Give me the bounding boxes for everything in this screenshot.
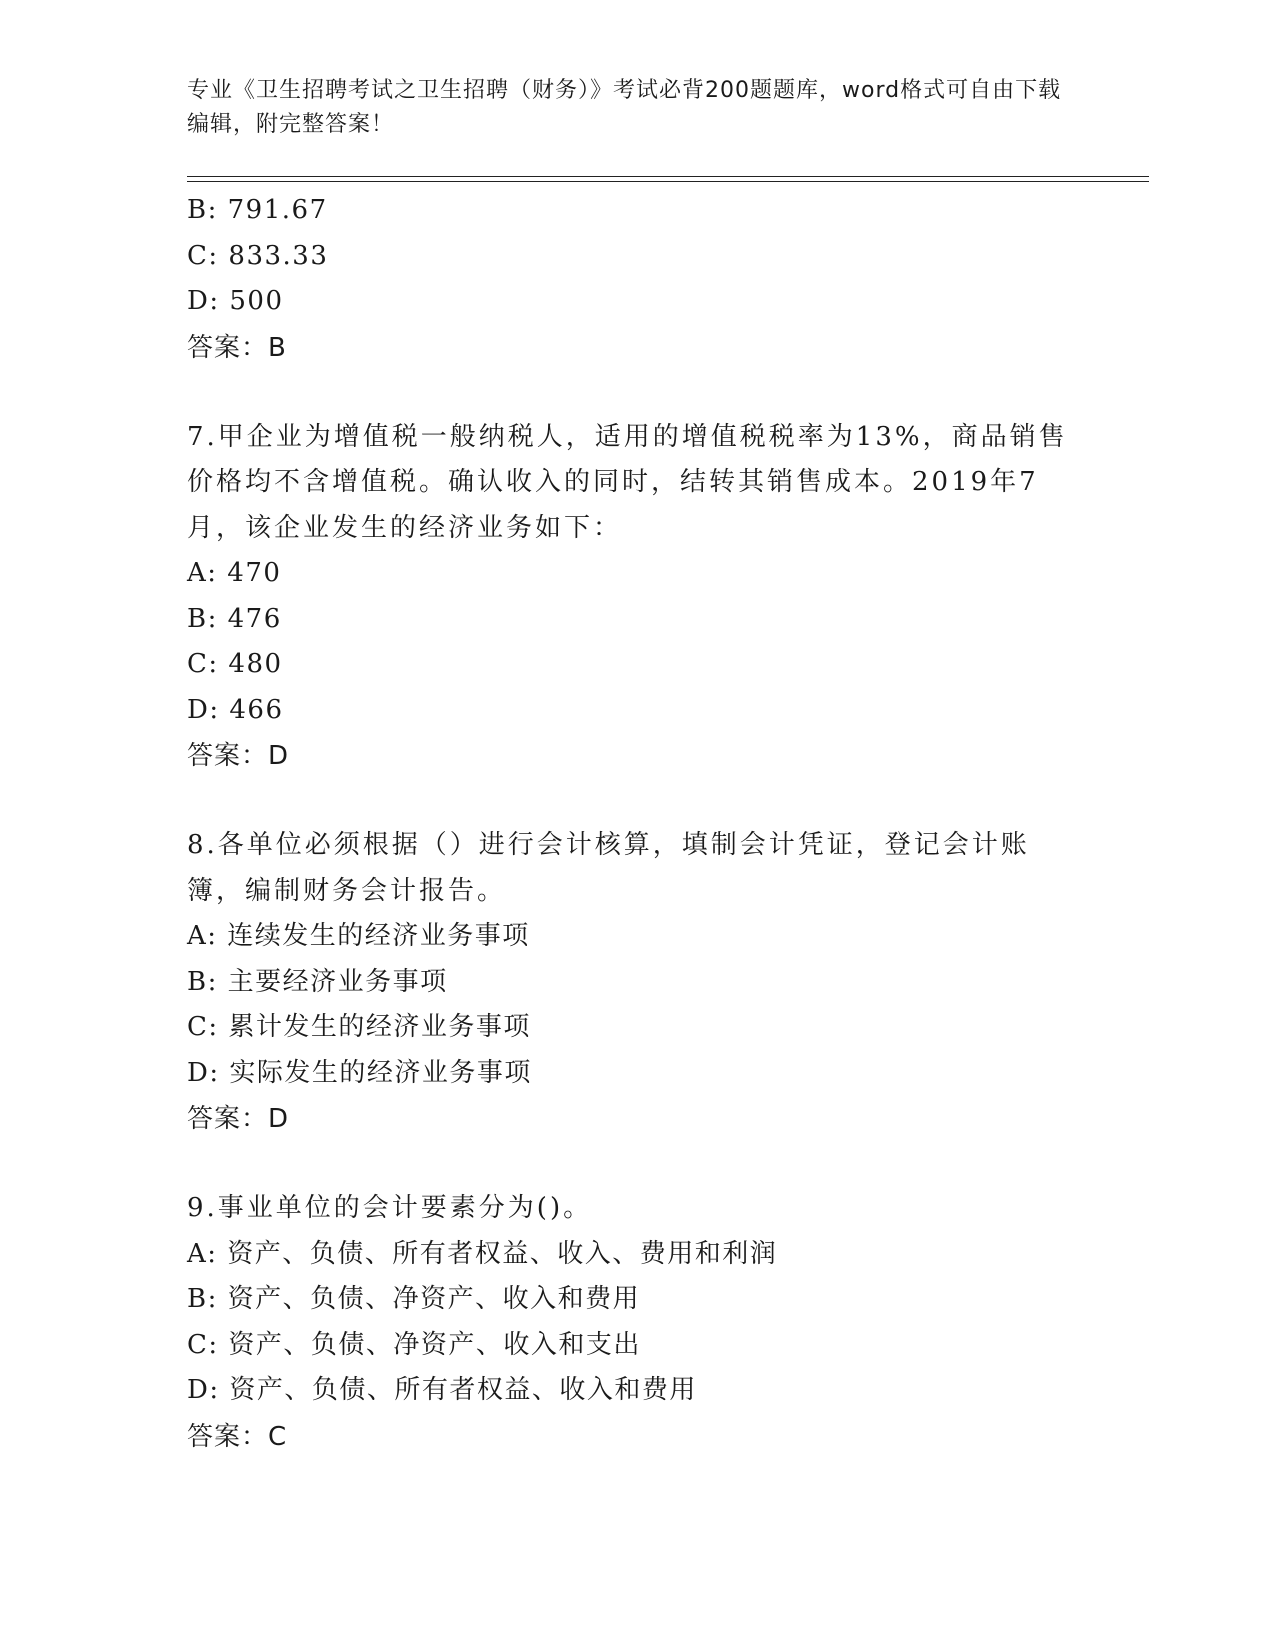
option-d: D: 实际发生的经济业务事项 bbox=[187, 1057, 532, 1088]
option-a: A: 连续发生的经济业务事项 bbox=[187, 921, 530, 951]
answer-line: 答案：D bbox=[187, 1104, 290, 1134]
option-c: C: 累计发生的经济业务事项 bbox=[187, 1012, 531, 1042]
answer-line: 答案：B bbox=[187, 332, 287, 363]
option-c: C: 480 bbox=[187, 649, 283, 679]
option-a: A: 资产、负债、所有者权益、收入、费用和利润 bbox=[187, 1238, 778, 1269]
option-d: D: 500 bbox=[187, 286, 284, 316]
header-divider-top bbox=[187, 176, 1149, 177]
question-7 bbox=[187, 415, 1087, 780]
header-divider-bottom bbox=[187, 181, 1149, 182]
question-stem: 8.各单位必须根据（）进行会计核算，填制会计凭证，登记会计账簿，编制财务会计报告。 bbox=[187, 830, 1030, 906]
option-a: A: 470 bbox=[187, 558, 282, 588]
question-stem: 9.事业单位的会计要素分为()。 bbox=[187, 1193, 593, 1223]
question-stem: 7.甲企业为增值税一般纳税人，适用的增值税税率为13%，商品销售价格均不含增值税。确认收入的同时，结转其销售成本。2019年7月，该企业发生的经济业务如下： bbox=[187, 421, 1068, 543]
answer-line: 答案：C bbox=[187, 1421, 288, 1452]
option-b: B: 资产、负债、净资产、收入和费用 bbox=[187, 1284, 641, 1314]
answer-line: 答案：D bbox=[187, 741, 290, 771]
question-6-tail bbox=[187, 188, 1087, 371]
option-b: B: 791.67 bbox=[187, 195, 328, 225]
option-b: B: 476 bbox=[187, 603, 282, 634]
option-b: B: 主要经济业务事项 bbox=[187, 966, 448, 997]
option-c: C: 833.33 bbox=[187, 240, 329, 271]
document-header: 专业《卫生招聘考试之卫生招聘（财务）》考试必背200题题库，word格式可自由下载编辑，附完整答案！ bbox=[187, 78, 1062, 137]
question-8 bbox=[187, 823, 1087, 1142]
option-d: D: 资产、负债、所有者权益、收入和费用 bbox=[187, 1375, 697, 1405]
option-d: D: 466 bbox=[187, 694, 284, 725]
question-list bbox=[187, 188, 1087, 1460]
question-9 bbox=[187, 1186, 1087, 1460]
option-c: C: 资产、负债、净资产、收入和支出 bbox=[187, 1329, 641, 1360]
